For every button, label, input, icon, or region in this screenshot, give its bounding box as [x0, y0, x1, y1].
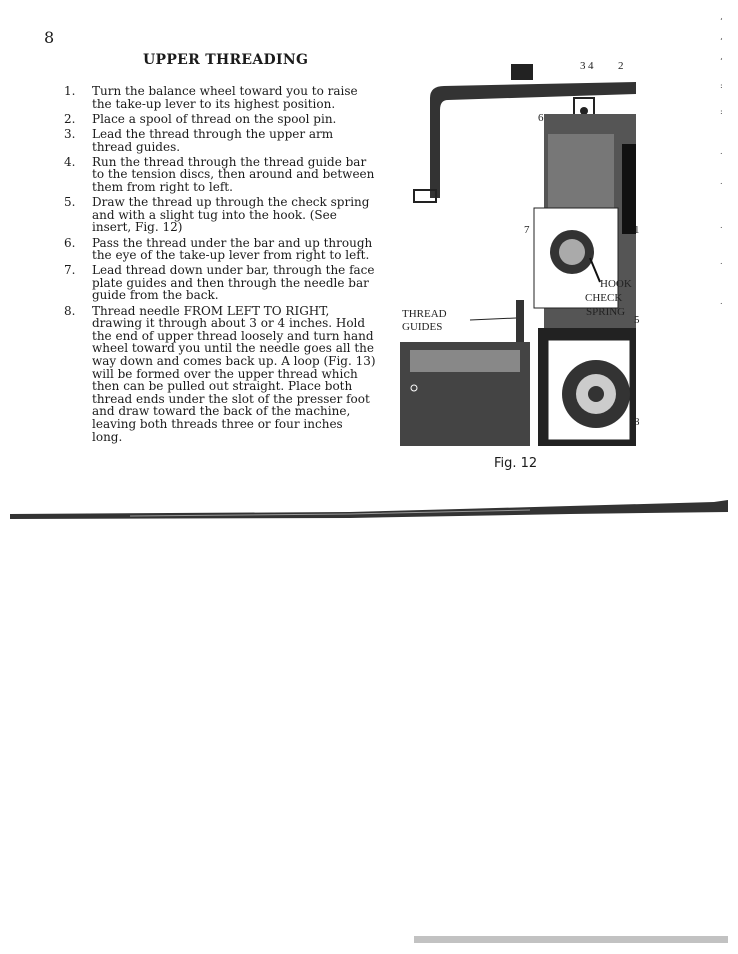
- step-number: 7.: [64, 263, 76, 278]
- check-label: CHECK: [585, 292, 623, 304]
- arm-guide-screw: [580, 107, 588, 115]
- step-3: [64, 128, 376, 153]
- edge-mark-7: .: [720, 177, 723, 186]
- figure-12: [400, 58, 646, 454]
- thread-label: THREAD: [402, 308, 447, 320]
- spring-label: SPRING: [586, 306, 626, 318]
- step-text: Pass the thread under the bar and up through the eye of the take-up lever from right to left.: [92, 235, 373, 263]
- edge-mark-9: .: [720, 257, 723, 266]
- section-rule: [10, 500, 728, 522]
- step-number: 6.: [64, 235, 76, 250]
- edge-mark-2: ‘: [720, 37, 723, 46]
- rule-band: [10, 500, 728, 519]
- tension-dial-insert-center: [588, 386, 604, 402]
- label-2: 2: [618, 60, 624, 72]
- head-side-panel: [622, 144, 636, 234]
- sewing-machine-illustration: [400, 58, 646, 454]
- step-number: 2.: [64, 111, 76, 126]
- step-8: [64, 305, 376, 444]
- edge-mark-8: .: [720, 221, 723, 230]
- tension-dial-inner: [559, 239, 585, 265]
- step-4: [64, 156, 376, 194]
- thread-guides-pointer: [470, 318, 516, 320]
- step-1: [64, 85, 376, 110]
- needle-bar: [516, 300, 524, 346]
- step-number: 1.: [64, 84, 76, 98]
- label-1: 1: [634, 224, 640, 236]
- step-text: Draw the thread up through the check spring and with a slight tug into the hook. (See insert, Fig. 12): [92, 195, 370, 235]
- label-3: 3: [580, 60, 586, 72]
- figure-caption: Fig. 12: [494, 456, 538, 471]
- label-6: 6: [538, 112, 544, 124]
- step-text: Place a spool of thread on the spool pin.: [92, 111, 337, 126]
- step-5: [64, 196, 376, 234]
- step-text: Lead the thread through the upper arm thread guides.: [92, 126, 334, 154]
- hook-label: HOOK: [600, 278, 632, 290]
- label-8: 8: [634, 416, 640, 428]
- step-number: 4.: [64, 154, 76, 169]
- step-text: Lead thread down under bar, through the face plate guides and then through the needle bar guide from the back.: [92, 263, 375, 303]
- label-7: 7: [524, 224, 530, 236]
- step-number: 8.: [64, 303, 76, 318]
- step-text: Thread needle FROM LEFT TO RIGHT, drawing it through about 3 or 4 inches. Hold the end of upper thread loosely and turn hand wheel toward you until the needle goes all the way down and comes back up. A loop (Fig. 13) will be formed over the upper thread which then can be pulled out straight. Place both thread ends under the slot of the presser foot and draw toward the back of the machine, leaving both threads three or four inches long.: [92, 303, 376, 444]
- page-number: 8: [44, 28, 55, 47]
- bed-highlight: [410, 350, 520, 372]
- binding-edge-marks: [718, 14, 732, 334]
- edge-mark-3: ‘: [720, 57, 723, 66]
- step-text: Turn the balance wheel toward you to raise the take-up lever to its highest position.: [92, 84, 358, 111]
- step-text: Run the thread through the thread guide bar to the tension discs, then around and between them from right to left.: [92, 154, 375, 194]
- edge-mark-6: .: [720, 147, 723, 156]
- edge-mark-5: :: [720, 107, 723, 116]
- step-2: [64, 113, 376, 126]
- threading-steps: [64, 85, 376, 446]
- step-7: [64, 264, 376, 302]
- page-title: UPPER THREADING: [143, 52, 309, 68]
- head-shading: [548, 134, 614, 214]
- edge-mark-10: .: [720, 297, 723, 306]
- step-number: 5.: [64, 195, 76, 210]
- spool-pin-icon: [511, 64, 533, 80]
- edge-mark-4: :: [720, 81, 723, 90]
- bottom-edge-rule: [414, 936, 728, 943]
- edge-mark-1: ‘: [720, 17, 723, 26]
- label-5: 5: [634, 314, 640, 326]
- guides-label: GUIDES: [402, 321, 443, 333]
- label-4: 4: [588, 60, 594, 72]
- step-number: 3.: [64, 126, 76, 141]
- step-6: [64, 237, 376, 262]
